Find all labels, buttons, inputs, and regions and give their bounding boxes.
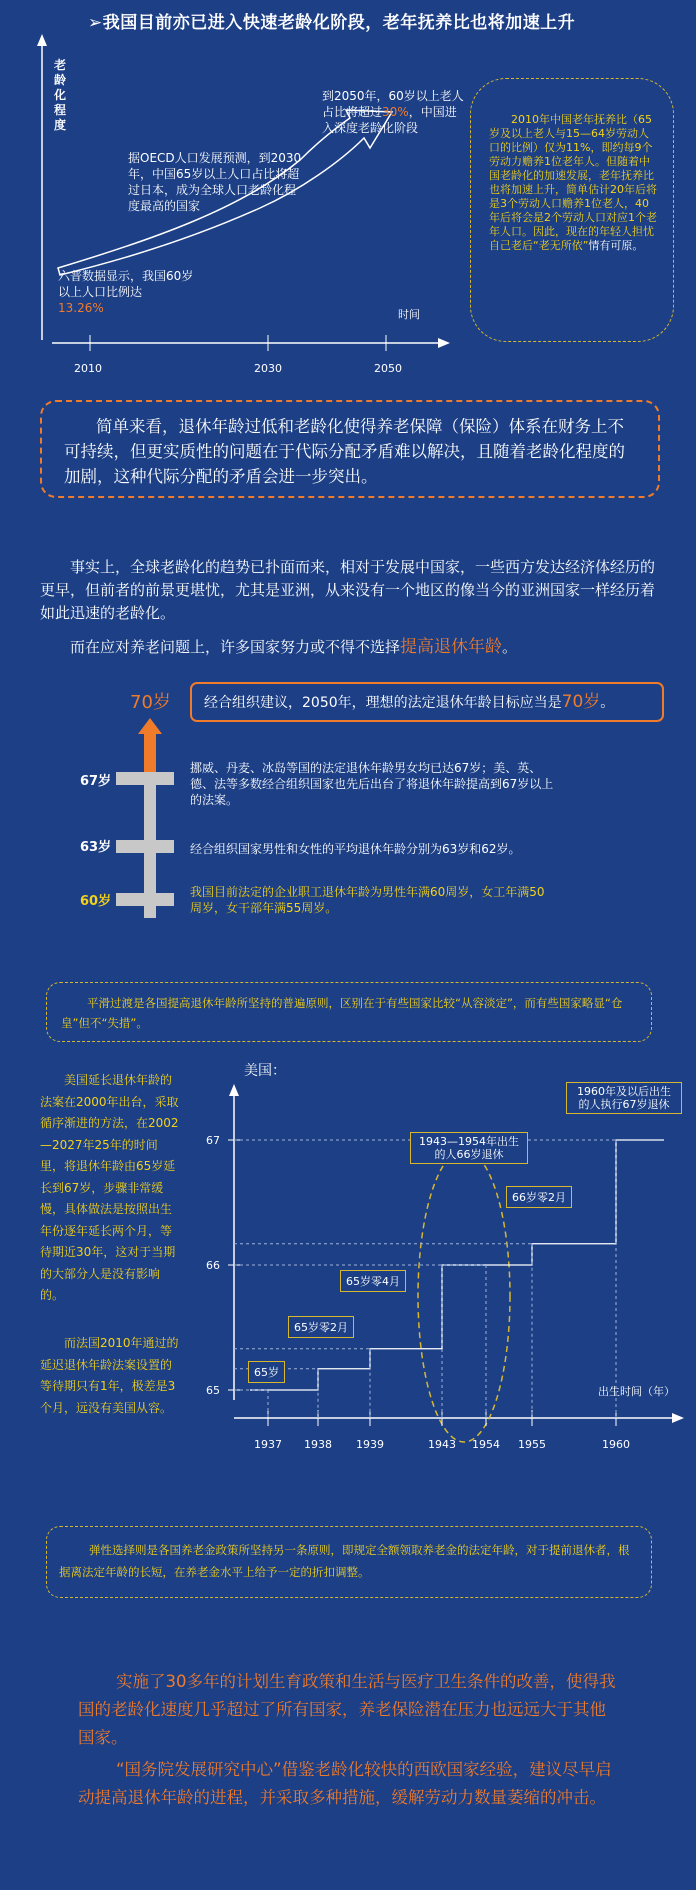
dependency-ratio-text-main: 2010年中国老年抚养比（65岁及以上老人与15—64岁劳动人口的比例）仅为11%，即约每9个劳动力赡养1位老年人。但随着中国老龄化的加速发展，老年抚养比也将加速上升，简单估计20年后将是3个劳动人口赡养1位老人，40年后将会是2个劳动人口对应1个老年人口。因此，现在的年轻人担忧自己老后“老无所依” xyxy=(489,113,657,252)
ladder-rung-67 xyxy=(116,772,174,785)
x-label-2030: 2030 xyxy=(254,362,282,375)
paragraph-retirement-choice xyxy=(40,636,664,659)
closing-paragraph-2: “国务院发展研究中心”借鉴老龄化较快的西欧国家经验，建议尽早启动提高退休年龄的进程，并采取多种措施，缓解劳动力数量萎缩的冲击。 xyxy=(78,1760,612,1807)
x-axis-title: 时间 xyxy=(398,308,420,321)
us-y-axis-arrow xyxy=(229,1084,239,1096)
ladder-text-63: 经合组织国家男性和女性的平均退休年龄分别为63岁和62岁。 xyxy=(190,842,521,856)
us-x-axis-title: 出生时间（年） xyxy=(598,1385,675,1398)
tag-67: 1960年及以后出生的人执行67岁退休 xyxy=(566,1082,682,1114)
us-x-tick-label: 1955 xyxy=(518,1438,546,1451)
tag-66: 1943—1954年出生的人66岁退休 xyxy=(410,1132,528,1164)
us-y-tick-label: 65 xyxy=(206,1384,220,1397)
oecd-recommendation-value: 70岁 xyxy=(561,692,601,712)
dependency-ratio-text xyxy=(471,79,673,253)
smooth-transition-box xyxy=(46,982,652,1042)
page-title: ➢我国目前亦已进入快速老龄化阶段，老年抚养比也将加速上升 xyxy=(88,13,576,33)
oecd-recommendation-box xyxy=(190,682,664,722)
france-law-text: 而法国2010年通过的延迟退休年龄法案设置的等待期只有1年，极差是3个月，远没有美国从容。 xyxy=(40,1336,179,1415)
us-law-text: 美国延长退休年龄的法案在2000年出台，采取循序渐进的方法，在2002—2027年25年的时间里，将退休年龄由65岁延长到67岁，步骤非常缓慢，具体做法是按照出生年份逐年延长两个月，等待期近30年，这对于当期的大部分人是没有影响的。 xyxy=(40,1073,179,1302)
closing-paragraph-1: 实施了30多年的计划生育政策和生活与医疗卫生条件的改善，使得我国的老龄化速度几乎超过了所有国家，养老保险潜在压力也远远大于其他国家。 xyxy=(78,1672,616,1747)
ladder-top-label: 70岁 xyxy=(130,692,171,713)
ladder-rung-63 xyxy=(116,840,174,853)
us-chart-title: 美国： xyxy=(244,1063,286,1079)
y-axis-arrow xyxy=(37,34,47,46)
dependency-ratio-box xyxy=(470,78,674,342)
x-axis-arrow xyxy=(438,338,450,348)
summary-text: 简单来看，退休年龄过低和老龄化使得养老保障（保险）体系在财务上不可持续，但更实质性的问题在于代际分配矛盾难以解决，且随着老龄化程度的加剧，这种代际分配的矛盾会进一步突出。 xyxy=(64,417,625,486)
us-x-tick-label: 1939 xyxy=(356,1438,384,1451)
us-x-tick-label: 1943 xyxy=(428,1438,456,1451)
us-y-tick-label: 66 xyxy=(206,1259,220,1272)
flexible-choice-box xyxy=(46,1526,652,1598)
us-x-tick-label: 1937 xyxy=(254,1438,282,1451)
summary-box xyxy=(40,400,660,498)
oecd-recommendation-text: 经合组织建议，2050年，理想的法定退休年龄目标应当是 xyxy=(204,695,562,711)
ladder-text-67: 挪威、丹麦、冰岛等国的法定退休年龄男女均已达67岁；美、英、德、法等多数经合组织国家也先后出台了将退休年龄提高到67岁以上的法案。 xyxy=(190,761,554,807)
x-label-2050: 2050 xyxy=(374,362,402,375)
us-x-axis-arrow xyxy=(672,1413,684,1423)
x-label-2010: 2010 xyxy=(74,362,102,375)
note-2010 xyxy=(58,268,198,316)
us-x-tick-label: 1960 xyxy=(602,1438,630,1451)
ladder-age-60: 60岁 xyxy=(80,894,112,909)
ladder-age-67: 67岁 xyxy=(80,774,112,789)
tag-66-2m: 66岁零2月 xyxy=(506,1186,572,1208)
note-2050 xyxy=(322,88,464,136)
paragraph-retirement-end: 。 xyxy=(502,638,518,656)
tag-65-2m: 65岁零2月 xyxy=(288,1316,354,1338)
paragraph-retirement-text: 而在应对养老问题上，许多国家努力或不得不选择 xyxy=(70,638,401,656)
ladder-age-63: 63岁 xyxy=(80,840,112,855)
ladder-rung-60 xyxy=(116,893,174,906)
oecd-recommendation-end: 。 xyxy=(600,695,615,711)
tag-65-4m: 65岁零4月 xyxy=(340,1270,406,1292)
us-x-tick-label: 1938 xyxy=(304,1438,332,1451)
note-2010-value: 13.26% xyxy=(58,301,104,315)
note-2050-text-end: ，中国进入深度老龄化阶段 xyxy=(322,105,457,135)
y-axis-title: 老龄化程度 xyxy=(54,58,67,132)
ladder-arrow-shaft xyxy=(144,734,156,774)
paragraph-retirement-highlight: 提高退休年龄 xyxy=(400,637,503,657)
tag-65: 65岁 xyxy=(248,1361,285,1383)
us-y-tick-label: 67 xyxy=(206,1134,220,1147)
smooth-transition-text: 平滑过渡是各国提高退休年龄所坚持的普遍原则，区别在于有些国家比较“从容淡定”，而有些国家略显“仓皇”但不“失措”。 xyxy=(61,996,623,1030)
ladder-text-60: 我国目前法定的企业职工退休年龄为男性年满60周岁，女工年满50周岁，女干部年满55周岁。 xyxy=(190,885,545,915)
note-2050-text: 到2050年，60岁以上老人占比将超过 xyxy=(322,89,464,119)
note-2010-text: 六普数据显示，我国60岁以上人口比例达 xyxy=(58,269,194,299)
dependency-ratio-text-end: 情有可原。 xyxy=(588,239,644,252)
flexible-choice-text: 弹性选择则是各国养老金政策所坚持另一条原则，即规定全额领取养老金的法定年龄，对于提前退休者，根据离法定年龄的长短，在养老金水平上给予一定的折扣调整。 xyxy=(59,1543,630,1579)
us-x-tick-label: 1954 xyxy=(472,1438,500,1451)
note-2050-value: 30% xyxy=(382,105,409,119)
note-2030: 据OECD人口发展预测，到2030年，中国65岁以上人口占比将超过日本，成为全球人口老龄化程度最高的国家 xyxy=(128,151,302,213)
paragraph-global-aging: 事实上，全球老龄化的趋势已扑面而来，相对于发展中国家，一些西方发达经济体经历的更早，但前者的前景更堪忧，尤其是亚洲，从来没有一个地区的像当今的亚洲国家一样经历着如此迅速的老龄化。 xyxy=(40,558,656,622)
ladder-arrow-head xyxy=(138,718,162,734)
highlight-ellipse xyxy=(418,1150,510,1442)
